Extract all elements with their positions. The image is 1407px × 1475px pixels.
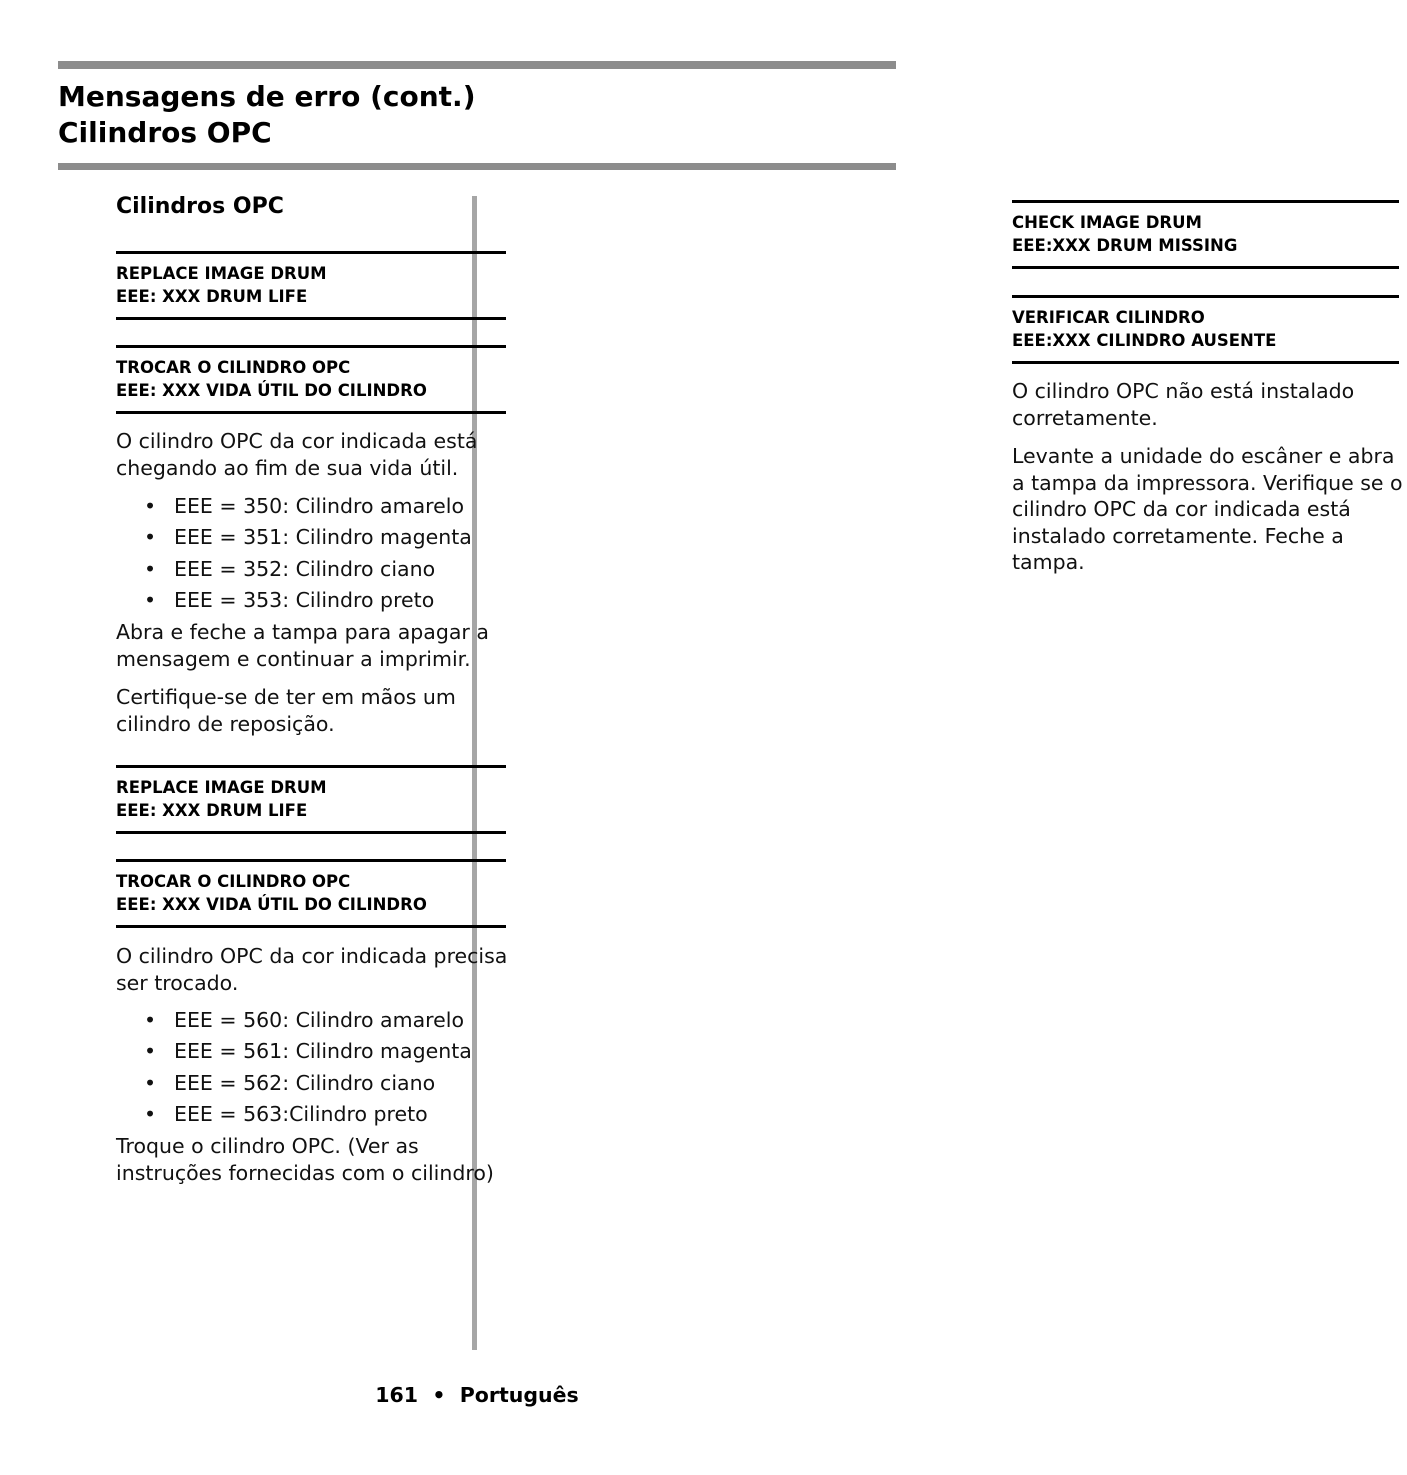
bullet-icon: • xyxy=(144,1008,157,1032)
page-title-line1: Mensagens de erro (cont.) xyxy=(58,80,476,113)
error-message-box xyxy=(1012,295,1399,364)
list-item: • EEE = 352: Cilindro ciano xyxy=(144,554,472,585)
description-paragraph: Levante a unidade do escâner e abra a tampa da impressora. Verifique se o cilindro OPC da cor indicada está instalado corretamente. Feche a tampa. xyxy=(1012,444,1403,574)
bullet-icon: • xyxy=(144,1070,157,1095)
footer-language: Português xyxy=(459,1383,579,1407)
error-message-line: TROCAR O CILINDRO OPC xyxy=(116,872,351,891)
error-message-box xyxy=(116,765,506,834)
error-message-line: REPLACE IMAGE DRUM xyxy=(116,264,327,283)
list-item: • EEE = 351: Cilindro magenta xyxy=(144,522,472,553)
list-item: • EEE = 563:Cilindro preto xyxy=(144,1099,472,1130)
error-message-line: EEE: XXX DRUM LIFE xyxy=(116,801,308,820)
error-message-line: TROCAR O CILINDRO OPC xyxy=(116,358,351,377)
bullet-list xyxy=(144,491,472,616)
page-title-line2: Cilindros OPC xyxy=(58,116,272,149)
header-top-rule xyxy=(58,61,896,69)
list-item: • EEE = 562: Cilindro ciano xyxy=(144,1068,472,1099)
description-paragraph: O cilindro OPC da cor indicada precisa ser trocado. xyxy=(116,944,508,995)
description-paragraph: O cilindro OPC da cor indicada está chegando ao fim de sua vida útil. xyxy=(116,429,478,480)
bullet-icon: • xyxy=(144,587,157,612)
bullet-icon: • xyxy=(144,525,157,550)
error-message-line: EEE: XXX VIDA ÚTIL DO CILINDRO xyxy=(116,895,427,914)
error-message-line: CHECK IMAGE DRUM xyxy=(1012,213,1202,232)
description-paragraph: Troque o cilindro OPC. (Ver as instruções fornecidas com o cilindro) xyxy=(116,1134,494,1185)
bullet-icon: • xyxy=(144,1101,157,1126)
error-message-line: EEE:XXX CILINDRO AUSENTE xyxy=(1012,331,1277,350)
error-message-line: EEE: XXX VIDA ÚTIL DO CILINDRO xyxy=(116,381,427,400)
description-paragraph: O cilindro OPC não está instalado corretamente. xyxy=(1012,379,1355,430)
bullet-icon: • xyxy=(144,556,157,581)
error-message-box xyxy=(116,859,506,928)
page-title xyxy=(58,79,475,151)
error-message-line: REPLACE IMAGE DRUM xyxy=(116,778,327,797)
section-heading: Cilindros OPC xyxy=(116,194,284,219)
error-message-line: EEE: XXX DRUM LIFE xyxy=(116,287,308,306)
error-message-line: VERIFICAR CILINDRO xyxy=(1012,308,1205,327)
bullet-icon: • xyxy=(144,1039,157,1064)
page-footer xyxy=(0,1381,954,1409)
list-item: • EEE = 560: Cilindro amarelo xyxy=(144,1005,472,1036)
error-message-box xyxy=(1012,200,1399,269)
list-item: • EEE = 561: Cilindro magenta xyxy=(144,1036,472,1067)
error-message-line: EEE:XXX DRUM MISSING xyxy=(1012,236,1238,255)
error-message-box xyxy=(116,251,506,320)
header-bottom-rule xyxy=(58,163,896,170)
bullet-list xyxy=(144,1005,472,1130)
list-item: • EEE = 350: Cilindro amarelo xyxy=(144,491,472,522)
list-item: • EEE = 353: Cilindro preto xyxy=(144,585,472,616)
description-paragraph: Abra e feche a tampa para apagar a mensagem e continuar a imprimir. xyxy=(116,620,489,671)
description-paragraph: Certifique-se de ter em mãos um cilindro de reposição. xyxy=(116,685,456,736)
footer-separator: • xyxy=(432,1383,446,1407)
bullet-icon: • xyxy=(144,494,157,518)
error-message-box xyxy=(116,345,506,414)
page-number: 161 xyxy=(375,1383,419,1407)
